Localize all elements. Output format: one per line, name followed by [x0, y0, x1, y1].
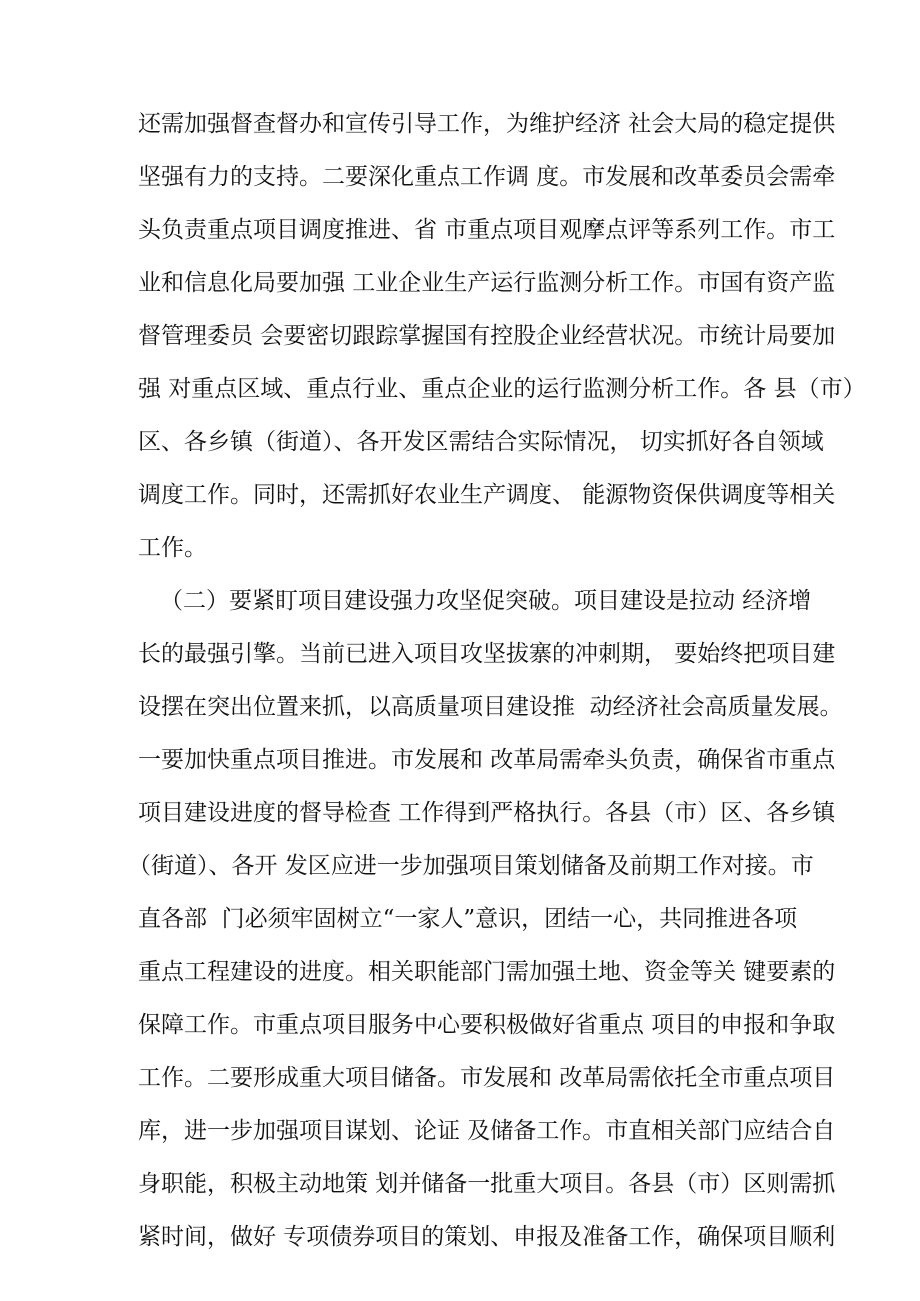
text-line: 项目建设进度的督导检查 工作得到严格执行。各县（市）区、各乡镇 [138, 800, 836, 826]
text-line: 督管理委员 会要密切跟踪掌握国有控股企业经营状况。市统计局要加 [138, 323, 836, 349]
text-line: 调度工作。同时，还需抓好农业生产调度、 能源物资保供调度等相关 [138, 482, 836, 508]
text-line: 工作。二要形成重大项目储备。市发展和 改革局需依托全市重点项目 [138, 1065, 836, 1091]
text-line: 强 对重点区域、重点行业、重点企业的运行监测分析工作。各 县（市） [138, 376, 866, 402]
text-line: （街道）、各开 发区应进一步加强项目策划储备及前期工作对接。市 [128, 853, 814, 879]
text-line: 设摆在突出位置来抓，以高质量项目建设推 动经济社会高质量发展。 [138, 694, 843, 720]
text-line: 身职能，积极主动地策 划并储备一批重大项目。各县（市）区则需抓 [138, 1171, 836, 1197]
text-line: 工作。 [138, 535, 207, 561]
text-line: 紧时间，做好 专项债券项目的策划、申报及准备工作，确保项目顺利 [138, 1224, 836, 1250]
paragraph-heading: （二）要紧盯项目建设强力攻坚促突破。项目建设是拉动 经济增 [160, 588, 812, 614]
text-line: 保障工作。市重点项目服务中心要积极做好省重点 项目的申报和争取 [138, 1012, 836, 1038]
text-line: 长的最强引擎。当前已进入项目攻坚拔寨的冲刺期， 要始终把项目建 [138, 641, 836, 667]
text-line: 还需加强督查督办和宣传引导工作，为维护经济 社会大局的稳定提供 [138, 111, 836, 137]
text-line: 一要加快重点项目推进。市发展和 改革局需牵头负责，确保省市重点 [138, 747, 836, 773]
text-line: 区、各乡镇（街道）、各开发区需结合实际情况， 切实抓好各自领域 [138, 429, 824, 455]
text-line: 业和信息化局要加强 工业企业生产运行监测分析工作。市国有资产监 [138, 270, 836, 296]
text-line: 重点工程建设的进度。相关职能部门需加强土地、资金等关 键要素的 [138, 959, 836, 985]
text-line: 直各部 门必须牢固树立“一家人”意识，团结一心，共同推进各项 [138, 906, 798, 932]
text-line: 头负责重点项目调度推进、省 市重点项目观摩点评等系列工作。市工 [138, 217, 836, 243]
text-line: 坚强有力的支持。二要深化重点工作调 度。市发展和改革委员会需牵 [138, 164, 836, 190]
text-line: 库，进一步加强项目谋划、论证 及储备工作。市直相关部门应结合自 [138, 1118, 836, 1144]
